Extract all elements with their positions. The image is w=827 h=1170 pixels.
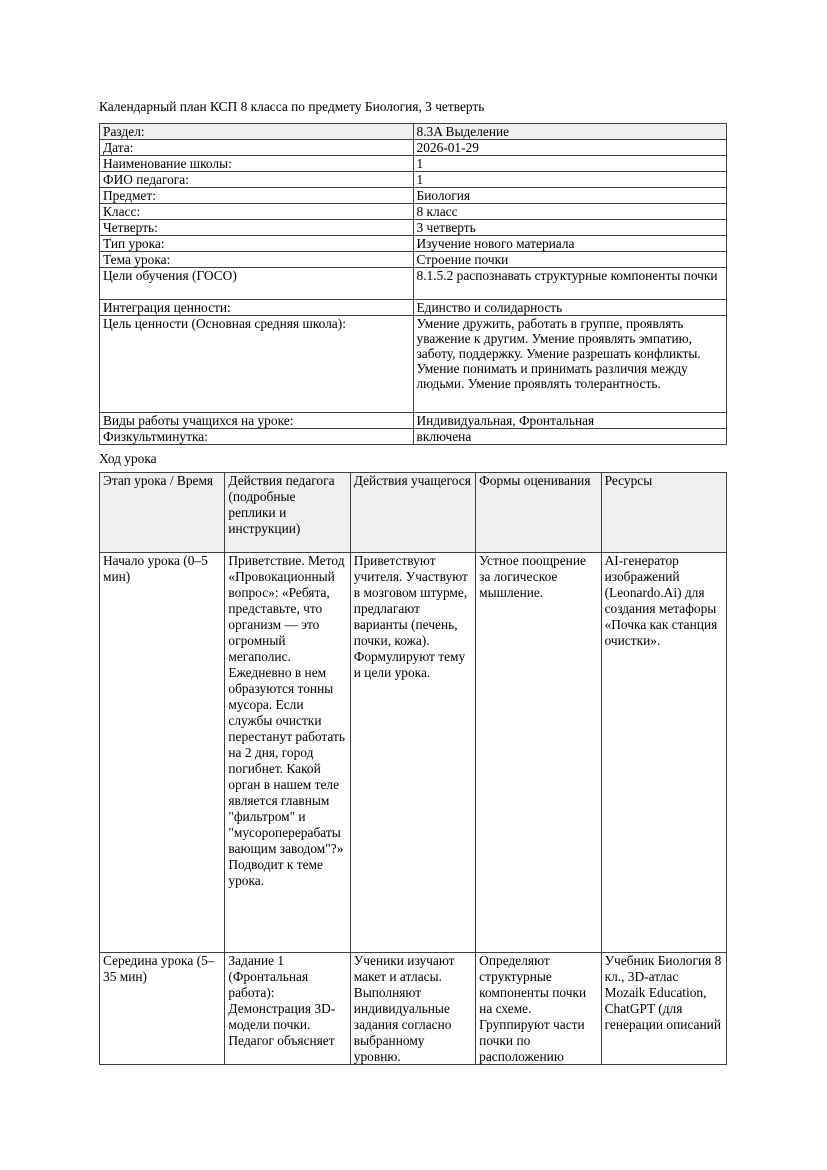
info-value-cell: Биология (413, 188, 727, 204)
info-label-cell: Цель ценности (Основная средняя школа): (100, 316, 414, 413)
info-value-cell: 1 (413, 172, 727, 188)
info-label-cell: Виды работы учащихся на уроке: (100, 413, 414, 429)
info-label-cell: Цели обучения (ГОСО) (100, 268, 414, 300)
info-value-cell: Изучение нового материала (413, 236, 727, 252)
student-actions-cell (350, 953, 475, 1065)
table-row (100, 553, 727, 953)
header-cell-student-actions: Действия учащегося (350, 473, 475, 553)
table-row (100, 413, 727, 429)
lesson-plan-table (99, 472, 727, 1065)
info-value-cell: включена (413, 429, 727, 445)
info-value-cell: Умение дружить, работать в группе, проявлять уважение к другим. Умение проявлять эмпатию, заботу, поддержку. Умение разрешать конфликты. Умение понимать и принимать различия между людьми. Умение проявлять толерантность. (413, 316, 727, 413)
stage-cell: Начало урока (0–5 мин) (100, 553, 225, 953)
clipped-text: Задание 1 (Фронтальная работа): Демонстрация 3D-модели почки. Педагог объясняет (228, 953, 336, 1048)
info-value-cell: Строение почки (413, 252, 727, 268)
info-value-cell: 8.1.5.2 распознавать структурные компоненты почки (413, 268, 727, 300)
table-row (100, 220, 727, 236)
table-row (100, 429, 727, 445)
table-row (100, 124, 727, 140)
clipped-text: Определяют структурные компоненты почки на схеме. Группируют части почки по расположению (479, 953, 587, 1064)
info-value-cell: 8 класс (413, 204, 727, 220)
clipped-text: Учебник Биология 8 кл., 3D-атлас Mozaik Education, ChatGPT (для генерации описаний (604, 953, 722, 1032)
clipped-text: Ученики изучают макет и атласы. Выполняют индивидуальные задания согласно выбранному уровню. (353, 953, 455, 1064)
info-label-cell: Четверть: (100, 220, 414, 236)
table-row (100, 140, 727, 156)
info-value-cell: 2026-01-29 (413, 140, 727, 156)
resources-cell: AI-генератор изображений (Leonardo.Ai) для создания метафоры «Почка как станция очистки». (601, 553, 726, 953)
assessment-cell (476, 953, 601, 1065)
teacher-actions-cell: Приветствие. Метод «Провокационный вопрос»: «Ребята, представьте, что организм — это огромный мегаполис. Ежедневно в нем образуются тонны мусора. Если службы очистки перестанут работать на 2 дня, город погибнет. Какой орган в нашем теле является главным "фильтром" и "мусороперерабатывающим заводом"?» Подводит к теме урока. (225, 553, 350, 953)
info-value-cell: 1 (413, 156, 727, 172)
info-label-cell: Физкультминутка: (100, 429, 414, 445)
info-value-cell: 8.3A Выделение (413, 124, 727, 140)
table-row (100, 953, 727, 1065)
info-label-cell: Предмет: (100, 188, 414, 204)
table-row (100, 172, 727, 188)
table-row (100, 188, 727, 204)
header-cell-stage: Этап урока / Время (100, 473, 225, 553)
header-cell-teacher-actions: Действия педагога (подробные реплики и инструкции) (225, 473, 350, 553)
info-label-cell: Тема урока: (100, 252, 414, 268)
info-label-cell: ФИО педагога: (100, 172, 414, 188)
header-cell-resources: Ресурсы (601, 473, 726, 553)
lesson-info-table (99, 123, 727, 445)
info-value-cell: Индивидуальная, Фронтальная (413, 413, 727, 429)
header-cell-assessment: Формы оценивания (476, 473, 601, 553)
document-content (99, 99, 727, 1065)
info-label-cell: Интеграция ценности: (100, 300, 414, 316)
assessment-cell: Устное поощрение за логическое мышление. (476, 553, 601, 953)
table-row (100, 236, 727, 252)
section-label: Ход урока (99, 451, 157, 466)
table-row (100, 316, 727, 413)
resources-cell (601, 953, 726, 1065)
info-label-cell: Класс: (100, 204, 414, 220)
info-value-cell: 3 четверть (413, 220, 727, 236)
table-row (100, 252, 727, 268)
info-label-cell: Раздел: (100, 124, 414, 140)
info-label-cell: Тип урока: (100, 236, 414, 252)
table-header-row (100, 473, 727, 553)
document-title: Календарный план КСП 8 класса по предмету Биология, 3 четверть (99, 99, 485, 114)
info-value-cell: Единство и солидарность (413, 300, 727, 316)
table-row (100, 268, 727, 300)
table-row (100, 300, 727, 316)
info-label-cell: Наименование школы: (100, 156, 414, 172)
table-row (100, 204, 727, 220)
clipped-text: Середина урока (5–35 мин) (103, 953, 215, 984)
student-actions-cell: Приветствуют учителя. Участвуют в мозговом штурме, предлагают варианты (печень, почки, кожа). Формулируют тему и цели урока. (350, 553, 475, 953)
table-row (100, 156, 727, 172)
info-label-cell: Дата: (100, 140, 414, 156)
stage-cell (100, 953, 225, 1065)
teacher-actions-cell (225, 953, 350, 1065)
